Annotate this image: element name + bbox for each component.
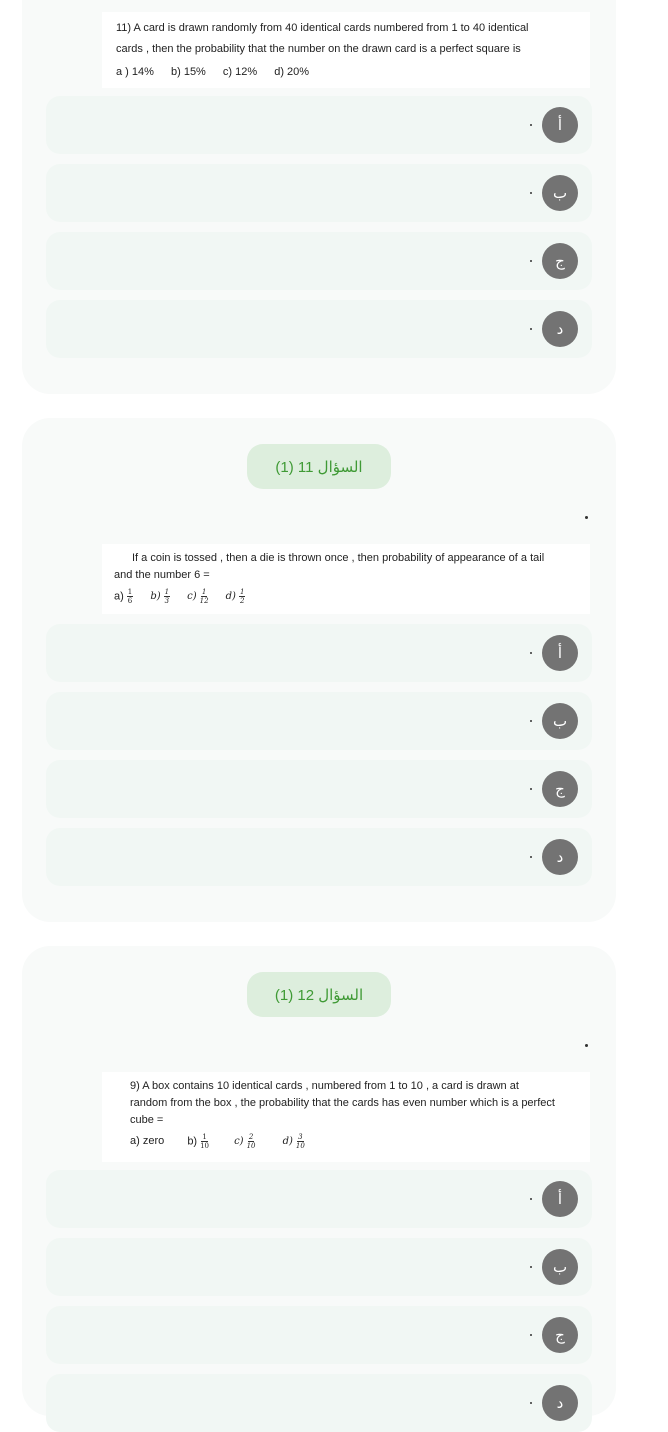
choice-alif[interactable] [46, 96, 592, 154]
choice-letter-badge: ج [542, 243, 578, 279]
question-line: 11) A card is drawn randomly from 40 identical cards numbered from 1 to 40 identical [116, 22, 529, 34]
bullet-dot [585, 516, 588, 519]
choice-dal[interactable] [46, 300, 592, 358]
choice-alif[interactable] [46, 624, 592, 682]
question-line: cube = [130, 1114, 164, 1126]
answer-option-c: c) $\frac{1}{12}$ [187, 588, 209, 606]
choice-text [530, 1198, 532, 1200]
question-line: 9) A box contains 10 identical cards , numbered from 1 to 10 , a card is drawn at [130, 1080, 519, 1092]
question-line: random from the box , the probability that the cards has even number which is a perfect [130, 1097, 555, 1109]
choice-text [530, 260, 532, 262]
choice-letter-badge: أ [542, 107, 578, 143]
choice-text [530, 856, 532, 858]
question-card-12 [22, 418, 616, 922]
choice-text [530, 788, 532, 790]
answer-option-a: a) zero [130, 1135, 165, 1148]
choice-text [530, 192, 532, 194]
answer-option-b: b) 15% [170, 66, 206, 78]
choice-letter-badge: د [542, 311, 578, 347]
answer-option-d: d) 20% [274, 66, 310, 78]
choice-ba[interactable] [46, 1238, 592, 1296]
choice-ba[interactable] [46, 164, 592, 222]
answer-option-b: b) $\frac{1}{3}$ [150, 588, 170, 606]
choice-text [530, 1402, 532, 1404]
choice-dal[interactable] [46, 1374, 592, 1432]
choice-letter-badge: د [542, 1385, 578, 1421]
choice-letter-badge: ب [542, 175, 578, 211]
question-text [102, 544, 590, 614]
question-card-11 [22, 0, 616, 394]
choice-letter-badge: أ [542, 1181, 578, 1217]
choice-letter-badge: ب [542, 1249, 578, 1285]
choice-text [530, 720, 532, 722]
choice-letter-badge: أ [542, 635, 578, 671]
answer-option-d: d) $\frac{3}{10}$ [282, 1133, 305, 1151]
question-line: and the number 6 = [114, 569, 210, 581]
choice-jim[interactable] [46, 1306, 592, 1364]
choice-text [530, 652, 532, 654]
choice-text [530, 1266, 532, 1268]
choice-ba[interactable] [46, 692, 592, 750]
question-card-13 [22, 946, 616, 1416]
choice-dal[interactable] [46, 828, 592, 886]
choice-alif[interactable] [46, 1170, 592, 1228]
question-text [102, 12, 590, 88]
answer-option-c: c) $\frac{2}{10}$ [234, 1133, 256, 1151]
question-line: If a coin is tossed , then a die is thrown once , then probability of appearance of a tail [132, 552, 545, 564]
choice-letter-badge: ج [542, 1317, 578, 1353]
question-number-badge: السؤال 11 (1) [247, 444, 391, 489]
choice-letter-badge: د [542, 839, 578, 875]
bullet-dot [585, 1044, 588, 1047]
answer-option-a: a) $\frac{1}{6}$ [114, 588, 133, 605]
answer-option-d: d) $\frac{1}{2}$ [225, 588, 245, 606]
question-line: cards , then the probability that the number on the drawn card is a perfect square is [116, 43, 521, 55]
choice-jim[interactable] [46, 232, 592, 290]
question-number-badge: السؤال 12 (1) [247, 972, 391, 1017]
choice-jim[interactable] [46, 760, 592, 818]
answer-option-c: c) 12% [222, 66, 258, 78]
answer-option-a: a ) 14% [116, 66, 154, 78]
choice-text [530, 328, 532, 330]
question-text [102, 1072, 590, 1162]
answer-option-b: b) $\frac{1}{10}$ [187, 1133, 210, 1150]
choice-letter-badge: ج [542, 771, 578, 807]
choice-letter-badge: ب [542, 703, 578, 739]
choice-text [530, 124, 532, 126]
choice-text [530, 1334, 532, 1336]
